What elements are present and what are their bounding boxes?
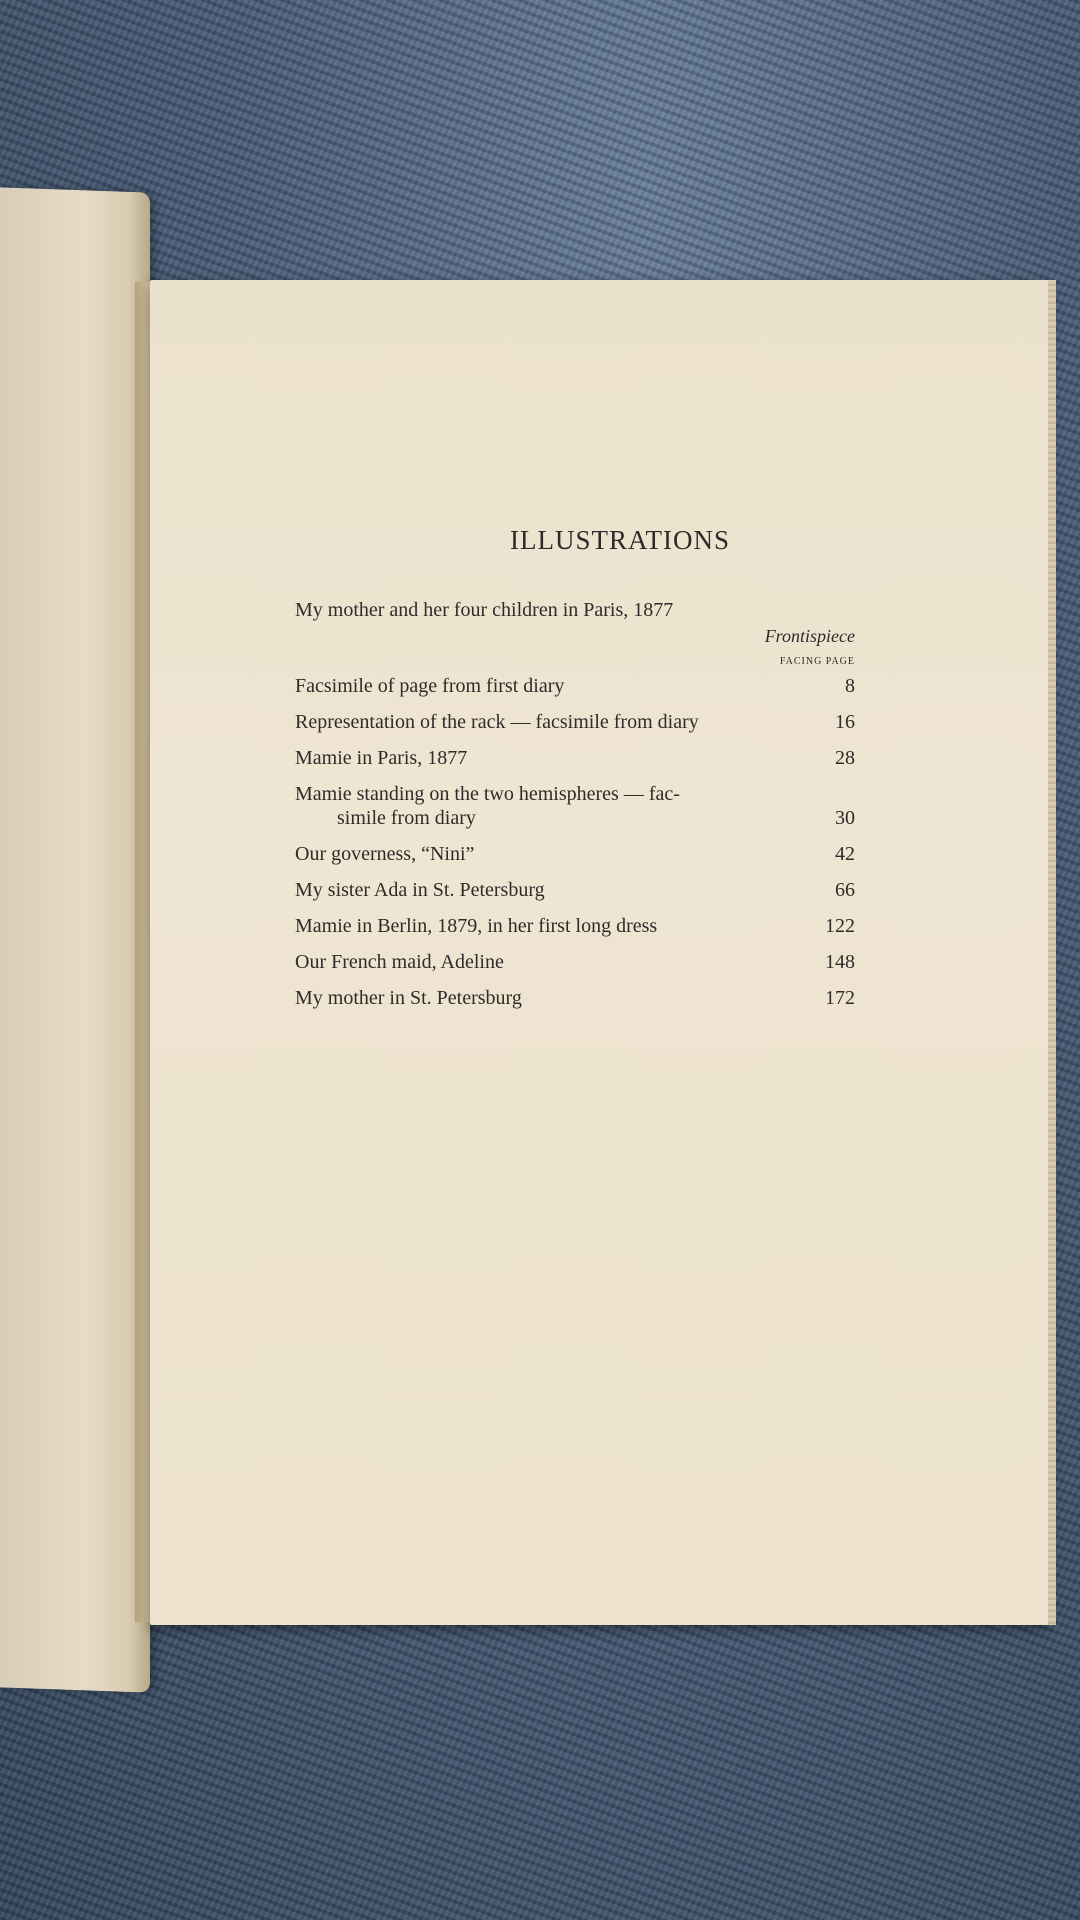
entry-page: 172 — [825, 987, 855, 1009]
entry-page: 28 — [835, 747, 855, 769]
entry-page: Frontispiece — [764, 626, 855, 646]
entry-title: Representation of the rack — facsimile from diary — [295, 711, 699, 733]
entry-title: Our French maid, Adeline — [295, 951, 504, 973]
entry-page: 30 — [835, 807, 855, 829]
entry-title: Facsimile of page from first diary — [295, 675, 565, 697]
entry-title — [295, 782, 805, 830]
entry-title-line-1: Mamie standing on the two hemispheres — fac- — [295, 783, 680, 805]
entry-page: 148 — [825, 951, 855, 973]
entry-title: Mamie in Berlin, 1879, in her first long dress — [295, 915, 658, 937]
entry-page: 66 — [835, 879, 855, 901]
entry-page: 8 — [845, 675, 855, 697]
entry-title: My mother in St. Petersburg — [295, 987, 522, 1009]
entry-page: 122 — [825, 915, 855, 937]
entry-title-line-2: simile from diary — [337, 807, 476, 829]
list-item — [295, 710, 855, 734]
facing-page-label: FACING PAGE — [779, 656, 855, 667]
entry-title: Our governess, “Nini” — [295, 843, 475, 865]
list-item — [295, 598, 855, 646]
list-item — [295, 986, 855, 1010]
list-item — [295, 878, 855, 902]
entry-title: My mother and her four children in Paris, 1877 — [295, 599, 674, 621]
list-item — [295, 782, 855, 830]
list-item — [295, 914, 855, 938]
right-book-page — [150, 280, 1050, 1625]
page-edge — [1048, 280, 1056, 1625]
illustrations-list — [295, 598, 855, 1010]
list-item — [295, 746, 855, 770]
left-book-page — [0, 187, 150, 1692]
list-item — [295, 674, 855, 698]
page-title: ILLUSTRATIONS — [510, 525, 730, 555]
entry-page: 42 — [835, 843, 855, 865]
list-item — [295, 842, 855, 866]
entry-page: 16 — [835, 711, 855, 733]
entry-title: My sister Ada in St. Petersburg — [295, 879, 545, 901]
list-item — [295, 950, 855, 974]
entry-title: Mamie in Paris, 1877 — [295, 747, 468, 769]
